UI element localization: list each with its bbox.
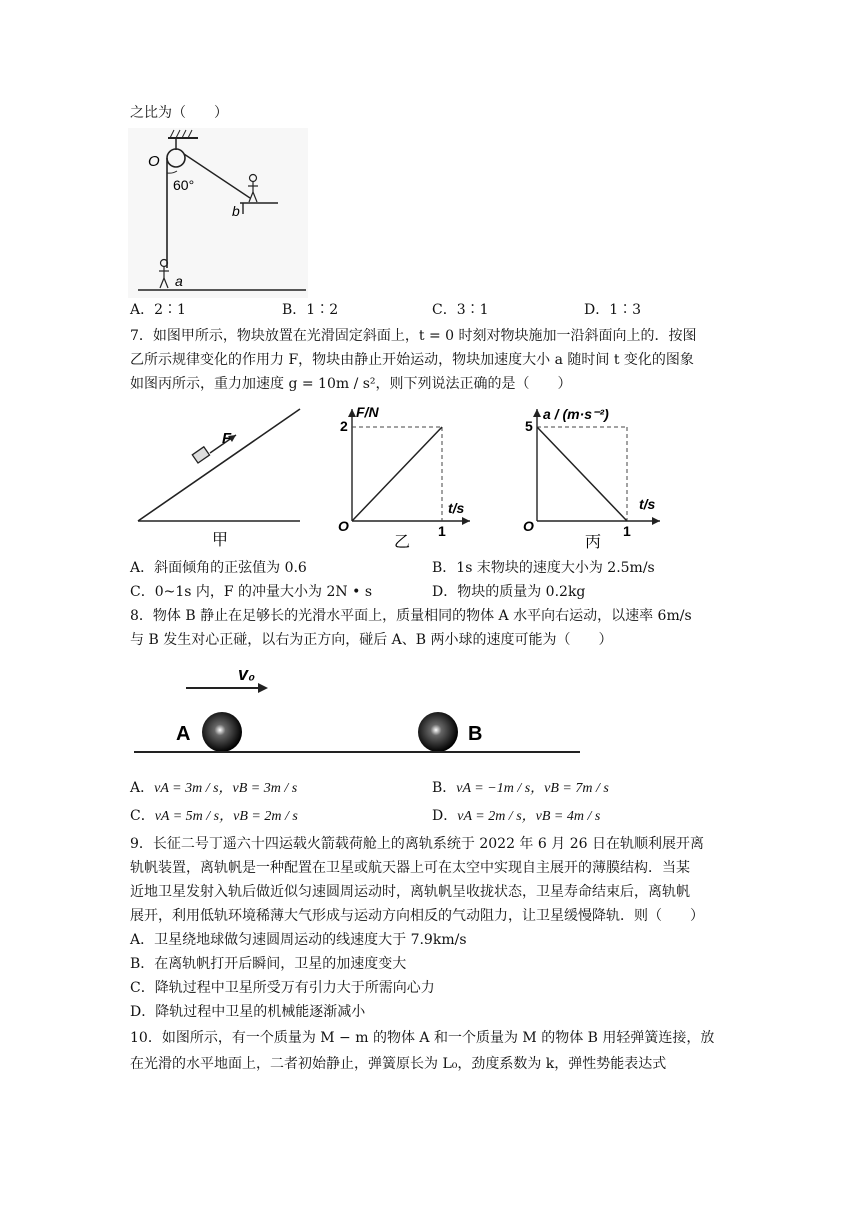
q10-stem-line1: 10．如图所示，有一个质量为 M − m 的物体 A 和一个质量为 M 的物体 B 用轻弹簧连接，放 xyxy=(130,1030,715,1046)
yi-ylabel: F/N xyxy=(356,404,379,420)
q9-stem-line3: 近地卫星发射入轨后做近似匀速圆周运动时，离轨帆呈收拢状态，卫星寿命结束后，离轨帆 xyxy=(130,884,690,900)
q8-option-b: B．vA = −1m / s，vB = 7m / s xyxy=(432,780,609,796)
yi-xlabel: t/s xyxy=(448,500,465,516)
q6-option-b: B．1∶2 xyxy=(282,302,339,318)
q7-stem-line3: 如图丙所示，重力加速度 g = 10m / s²，则下列说法正确的是（ ） xyxy=(130,376,572,392)
q9-stem-line4: 展开，利用低轨环境稀薄大气形成与运动方向相反的气动阻力，让卫星缓慢降轨．则（ ） xyxy=(130,908,704,924)
caption-yi: 乙 xyxy=(394,534,411,551)
label-ball-a: A xyxy=(176,723,191,745)
bing-y-tick: 5 xyxy=(525,418,533,434)
q6-option-a: A．2∶1 xyxy=(130,302,186,318)
q9-option-c: C．降轨过程中卫星所受万有引力大于所需向心力 xyxy=(130,980,435,996)
ball-a xyxy=(202,712,242,752)
caption-jia: 甲 xyxy=(212,532,229,549)
yi-y-tick: 2 xyxy=(340,418,348,434)
bing-ylabel: a / (m·s⁻²) xyxy=(543,406,609,422)
q8-option-d: D．vA = 2m / s，vB = 4m / s xyxy=(432,808,601,824)
q7-stem-line2: 乙所示规律变化的作用力 F，物块由静止开始运动，物块加速度大小 a 随时间 t 变化的图象 xyxy=(130,352,694,368)
ball-b xyxy=(418,712,458,752)
q9-option-a: A．卫星绕地球做匀速圆周运动的线速度大于 7.9km/s xyxy=(130,932,467,948)
q10-stem-line2: 在光滑的水平地面上，二者初始静止，弹簧原长为 L₀，劲度系数为 k，弹性势能表达式 xyxy=(130,1056,667,1072)
bing-origin: O xyxy=(523,518,534,534)
q8-option-c: C．vA = 5m / s，vB = 2m / s xyxy=(130,808,298,824)
q7-stem-line1: 7．如图甲所示，物块放置在光滑固定斜面上，t = 0 时刻对物块施加一沿斜面向上的．按图 xyxy=(130,328,697,344)
label-ball-b: B xyxy=(468,723,483,745)
q8-collision-figure xyxy=(130,660,590,760)
bing-xlabel: t/s xyxy=(639,496,656,512)
q9-option-b: B．在离轨帆打开后瞬间，卫星的加速度变大 xyxy=(130,956,407,972)
caption-bing: 丙 xyxy=(585,534,602,551)
force-label: F xyxy=(222,430,232,447)
q7-option-a: A．斜面倾角的正弦值为 0.6 xyxy=(130,560,307,576)
q6-option-c: C．3∶1 xyxy=(432,302,489,318)
q8-option-a: A．vA = 3m / s，vB = 3m / s xyxy=(130,780,298,796)
q6-pulley-figure xyxy=(128,128,308,298)
fig-bing-accel-graph xyxy=(515,405,685,550)
label-b: b xyxy=(232,203,240,219)
label-a: a xyxy=(175,273,183,289)
q9-option-d: D．降轨过程中卫星的机械能逐渐减小 xyxy=(130,1004,366,1020)
yi-origin: O xyxy=(338,518,349,534)
q9-stem-line1: 9．长征二号丁遥六十四运载火箭载荷舱上的离轨系统于 2022 年 6 月 26 日在轨顺利展开离 xyxy=(130,836,704,852)
q8-stem-line1: 8．物体 B 静止在足够长的光滑水平面上，质量相同的物体 A 水平向右运动，以速率 6m/s xyxy=(130,608,692,624)
q9-stem-line2: 轨帆装置，离轨帆是一种配置在卫星或航天器上可在太空中实现自主展开的薄膜结构．当某 xyxy=(130,860,690,876)
q6-option-d: D．1∶3 xyxy=(584,302,642,318)
fig-jia-incline xyxy=(130,405,310,550)
bing-x-tick: 1 xyxy=(623,523,631,539)
q7-option-b: B．1s 末物块的速度大小为 2.5m/s xyxy=(432,560,655,576)
fig-yi-force-graph xyxy=(330,405,480,550)
pulley-label-o: O xyxy=(148,153,160,170)
angle-label: 60° xyxy=(173,177,195,193)
yi-x-tick: 1 xyxy=(438,523,446,539)
v0-label: v₀ xyxy=(238,664,256,684)
q6-stem-tail: 之比为（ ） xyxy=(130,105,228,121)
q8-stem-line2: 与 B 发生对心正碰，以右为正方向，碰后 A、B 两小球的速度可能为（ ） xyxy=(130,632,613,648)
q7-option-d: D．物块的质量为 0.2kg xyxy=(432,584,586,600)
q7-option-c: C．0~1s 内，F 的冲量大小为 2N • s xyxy=(130,584,373,600)
